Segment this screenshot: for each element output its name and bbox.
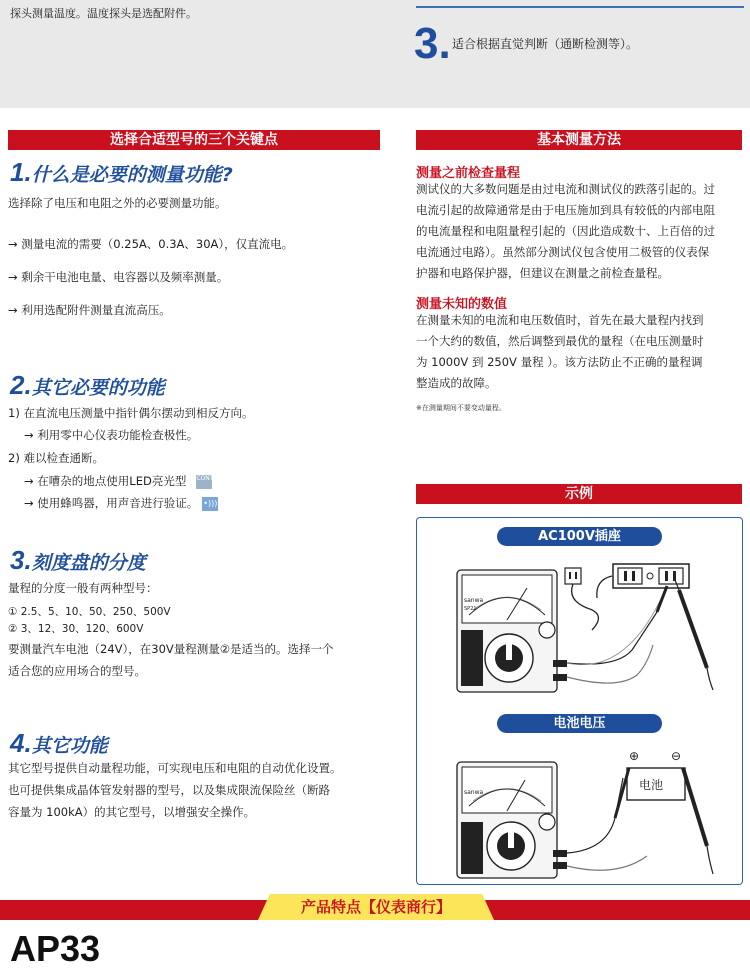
para1-line: 测试仪的大多数问题是由过电流和测试仪的跌落引起的。过 [416, 182, 715, 196]
example2-label: 电池电压 [497, 714, 662, 733]
section4-title: 其它功能 [31, 735, 108, 757]
section2-line-1: 1) 在直流电压测量中指针偶尔摆动到相反方向。 [8, 406, 254, 420]
feature-label: 产品特点【仪表商行】 [300, 898, 451, 916]
section2-title: 其它必要的功能 [31, 377, 165, 399]
section3-line-5: 适合您的应用场合的型号。 [8, 664, 146, 678]
section1-title: 什么是必要的测量功能? [31, 164, 233, 186]
example-banner: 示例 [416, 484, 742, 504]
para1-line: 电流通过电路）。虽然部分测试仪包含使用二极管的仪表保 [416, 245, 710, 259]
battery-measurement-illustration [417, 738, 742, 883]
section3-line-4: 要测量汽车电池（24V），在30V量程测量②是适当的。选择一个 [8, 642, 334, 656]
section3-number: 3. [10, 545, 32, 575]
battery-label: 电池 [639, 778, 664, 792]
section4-line-2: 也可提供集成晶体管发射器的型号，以及集成限流保险丝（断路 [8, 783, 330, 797]
top-left-text: 探头测量温度。温度探头是选配附件。 [10, 7, 197, 20]
para2-line: 一个大约的数值，然后调整到最优的量程（在电压测量时 [416, 334, 704, 348]
section4-line-3: 容量为 100kA）的其它型号，以增强安全操作。 [8, 805, 256, 819]
minus-icon: ⊖ [671, 749, 682, 763]
section1-item-1: → 测量电流的需要（0.25A、0.3A、30A），仅直流电。 [8, 237, 294, 251]
para2-line: 整造成的故障。 [416, 376, 497, 390]
point3-number: 3. [414, 19, 451, 68]
section3-line-3: ② 3、12、30、120、600V [8, 623, 144, 635]
section2-line-4 [24, 473, 228, 489]
section1-item-2: → 剩余干电池电量、电容器以及频率测量。 [8, 270, 229, 284]
subheading-unknown-value: 测量未知的数值 [416, 297, 508, 312]
meter2-brand: sanwa [464, 789, 484, 796]
right-banner: 基本测量方法 [416, 130, 742, 150]
para1-line: 的电流量程和电阻量程引起的（因此造成数十、上百倍的过 [416, 224, 715, 238]
top-divider [416, 6, 744, 8]
meter-model: SP21 [464, 606, 477, 612]
section3-line-2: ① 2.5、5、10、50、250、500V [8, 606, 171, 618]
section2-line-4-text: → 在嘈杂的地点使用LED亮光型 [24, 474, 187, 488]
section4-number: 4. [10, 728, 32, 758]
section1-heading [10, 157, 233, 188]
section2-line-3: 2) 难以检查通断。 [8, 451, 104, 465]
section4-heading [10, 728, 108, 759]
paragraph-check-range [416, 179, 744, 284]
meter-brand: sanwa [464, 597, 484, 604]
section2-number: 2. [10, 370, 32, 400]
subheading-check-range: 测量之前检查量程 [416, 166, 521, 181]
buzzer-badge-icon: •))) [202, 497, 218, 511]
section3-title: 刻度盘的分度 [31, 552, 146, 574]
para2-line: 在测量未知的电流和电压数值时，首先在最大量程内找到 [416, 313, 704, 327]
led-badge-icon: CONT LED [196, 475, 212, 489]
section3-heading [10, 545, 146, 576]
section4-line-1: 其它型号提供自动量程功能，可实现电压和电阻的自动优化设置。 [8, 761, 342, 775]
note-text: ※在测量期间不要变动量程。 [416, 404, 506, 412]
section1-number: 1. [10, 157, 32, 187]
para1-line: 电流引起的故障通常是由于电压施加到具有较低的内部电阻 [416, 203, 715, 217]
plus-icon: ⊕ [629, 749, 640, 763]
left-banner: 选择合适型号的三个关键点 [8, 130, 380, 150]
para2-line: 为 1000V 到 250V 量程 ）。该方法防止不正确的量程调 [416, 355, 703, 369]
section2-line-2: → 利用零中心仪表功能检查极性。 [24, 428, 199, 442]
section1-intro: 选择除了电压和电阻之外的必要测量功能。 [8, 196, 227, 210]
outlet-measurement-illustration [417, 550, 742, 700]
point3-text: 适合根据直觉判断（通断检测等）。 [452, 37, 639, 51]
section2-line-5 [24, 495, 218, 511]
section3-line-1: 量程的分度一般有两种型号： [8, 581, 158, 595]
section2-heading [10, 370, 165, 401]
example-box [416, 517, 743, 885]
model-title: AP33 [10, 928, 101, 969]
paragraph-unknown-value [416, 310, 744, 394]
example1-label: AC100V插座 [497, 527, 662, 546]
para1-line: 护器和电路保护器，但建议在测量之前检查量程。 [416, 266, 669, 280]
section1-item-3: → 利用选配附件测量直流高压。 [8, 303, 171, 317]
section2-line-5-text: → 使用蜂鸣器，用声音进行验证。 [24, 496, 199, 510]
